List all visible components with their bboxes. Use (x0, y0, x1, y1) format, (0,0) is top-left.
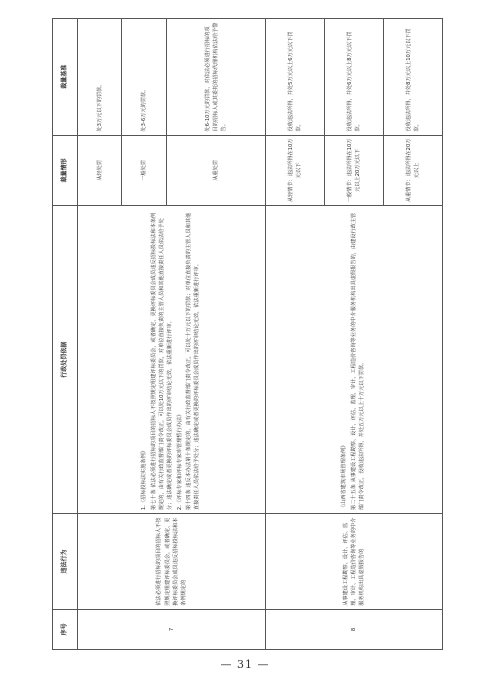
row8-basis-p1: 《山西省建筑市场管理条例》 (341, 442, 348, 511)
table-sheet (52, 18, 443, 650)
row7-basis-p3: 2.《评标专家和评标专家库管理暂行办法》 (176, 411, 183, 511)
header-standard: 裁量基准 (53, 19, 78, 136)
row8-violation: 从事建设工程勘察、设计、评估、监理、审计、工程造价咨询等业务的中介服务机构出具虚假报告的 (266, 514, 443, 610)
page-number: — 31 — (220, 658, 270, 671)
table-row (266, 19, 325, 650)
row8-basis (266, 206, 443, 514)
row7-violation: 依法必须进行招标的项目的招标人不按照规定组建评标委员会，或者确定、更换评标委员会成员违反招标投标法和本条例规定的 (78, 514, 266, 610)
row7-basis-p1: 1.《招标投标法实施条例》 (141, 448, 148, 511)
header-violation: 违法行为 (53, 514, 78, 610)
row8-tier1-circumstance: 从轻情节：违法所得在10万元以下 (266, 135, 325, 206)
row7-basis-p4: 第十四条 违反本办法第十条规定的，由有关行政监督部门责令改正，可以处十万元以下的罚款；对单位直接负责的主管人员和其他直接责任人员依法给予处分；违法确定或者更换的评标委员会成员作出的评审结论无效，依法重新进行评审。 (186, 212, 201, 511)
row7-tier3-circumstance: 从重处罚 (166, 135, 265, 206)
row8-tier1-standard: 没收违法所得，并处5万元以上6万元以下罚款。 (266, 19, 325, 136)
row8-tier2-standard: 没收违法所得，并处6万元以上8万元以下罚款。 (325, 19, 384, 136)
row7-seq: 7 (78, 609, 266, 649)
row7-basis-p2: 第七十条 依法必须进行招标的项目的招标人不按照规定组建评标委员会，或者确定、更换评标委员会成员违反招标投标法和本条例规定的，由有关行政监督部门责令改正，可以处10万元以下的罚款，对单位直接负责的主管人员和其他直接责任人员依法给予处分；违法确定或者更换的评标委员会成员作出的评审结论无效，依法重新进行评审。 (150, 212, 174, 511)
row8-basis-p2: 第二十五条 从事建设工程勘察、设计、评估、监理、审计、工程造价咨询等业务的中介服务机构出具虚假报告的，由建设行政主管部门责令改正，没收违法所得，并处五万元以上十万元以下罚款。 (351, 212, 366, 511)
header-circumstance: 裁量情形 (53, 135, 78, 206)
row7-tier1-standard: 处3万元以下的罚款。 (78, 19, 122, 136)
row7-tier2-circumstance: 一般处罚 (122, 135, 166, 206)
table-row (78, 19, 122, 650)
header-basis: 行政处罚依据 (53, 206, 78, 514)
row8-tier3-standard: 没收违法所得，并处8万元以上10万元以下罚款。 (384, 19, 443, 136)
table-header-row (53, 19, 78, 650)
row8-seq: 8 (266, 609, 443, 649)
row7-tier1-circumstance: 从轻处罚 (78, 135, 122, 206)
row7-tier2-standard: 处3-6万元的罚款。 (122, 19, 166, 136)
row7-basis (78, 206, 266, 514)
rotated-table-wrapper (52, 18, 443, 650)
row8-tier2-circumstance: 一般情节：违法所得在10万元以上20万元以下 (325, 135, 384, 206)
penalty-standard-table (52, 18, 443, 650)
row7-tier3-standard: 处6-10万元的罚款，对依法必须进行招标的项目的招标人或其委托的招标代理机构依法给予警告。 (166, 19, 265, 136)
header-seq: 序号 (53, 609, 78, 649)
row8-tier3-circumstance: 从重情节：违法所得在20万元以上 (384, 135, 443, 206)
